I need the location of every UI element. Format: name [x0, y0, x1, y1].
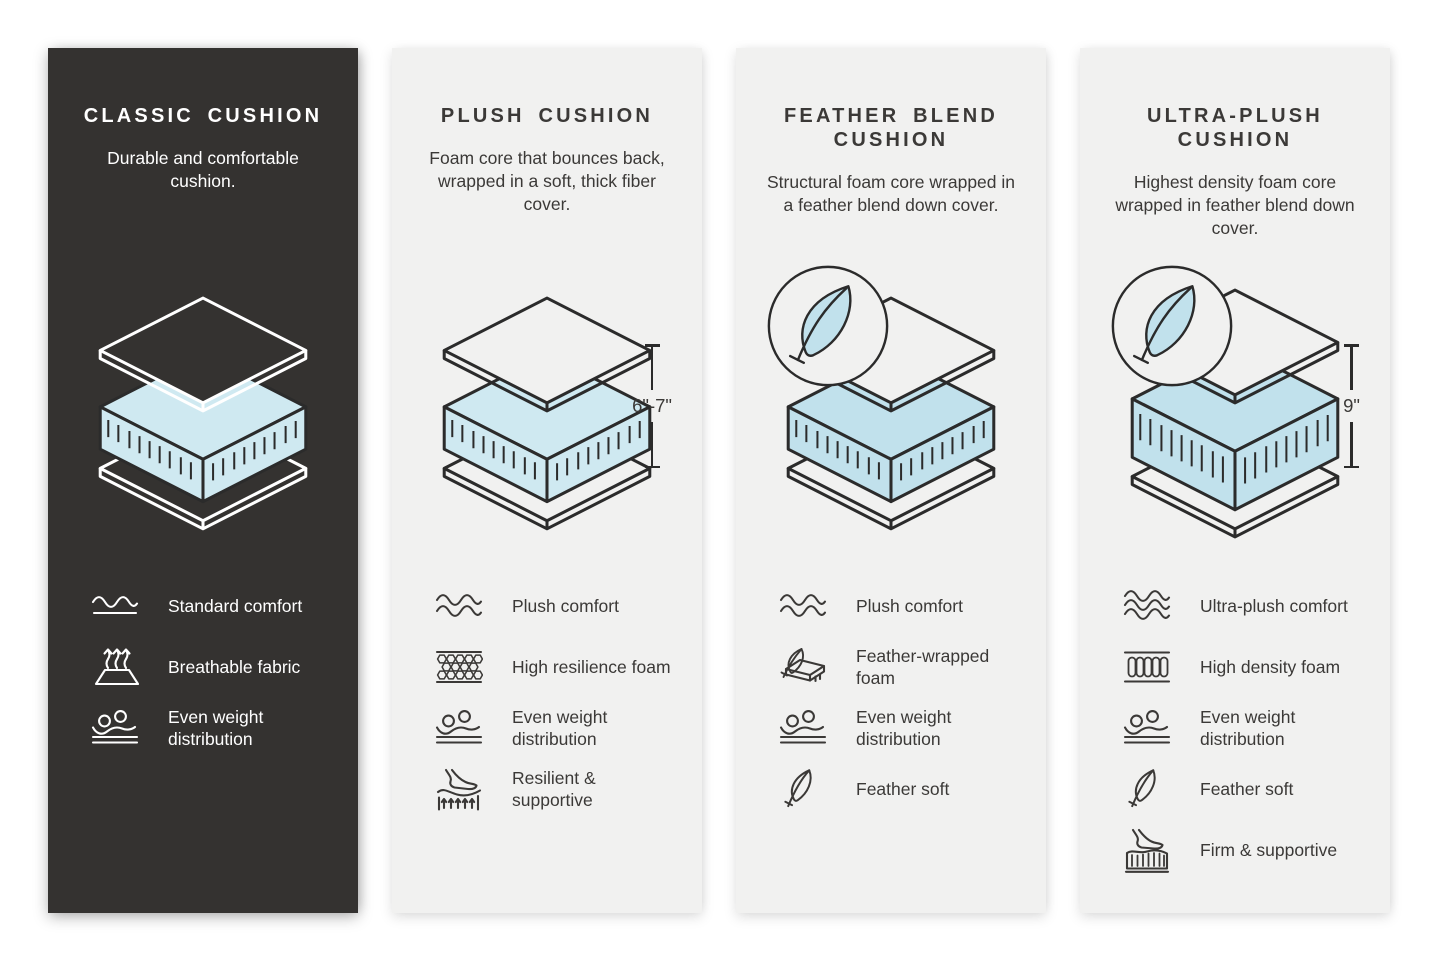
feature-row [1122, 582, 1366, 630]
measurement-label: 6"-7" [632, 395, 672, 416]
honeycomb-foam-icon [434, 649, 484, 685]
measurement-label: 9" [1343, 395, 1360, 416]
measurement-cap [645, 466, 660, 469]
feature-label: Plush comfort [512, 595, 619, 616]
measurement-line [1350, 347, 1353, 391]
feature-row [1122, 826, 1366, 874]
feature-label: Feather soft [856, 778, 950, 799]
feature-label: Ultra-plush comfort [1200, 595, 1348, 616]
panel-description: Structural foam core wrapped in a feather blend down cover. [766, 172, 1016, 215]
feature-list [760, 572, 1022, 813]
height-measurement [1343, 344, 1360, 468]
feature-row [778, 765, 1022, 813]
feature-label: Standard comfort [168, 595, 303, 616]
wave-double-icon [778, 592, 828, 620]
panel-title: PLUSH CUSHION [440, 105, 654, 127]
wave-double-icon [434, 592, 484, 620]
feature-row [778, 643, 1022, 691]
feather-wrapped-foam-icon [778, 646, 828, 688]
feature-label: Firm & supportive [1200, 839, 1338, 860]
feature-row [434, 765, 678, 813]
feather-icon [1122, 766, 1172, 812]
feature-row [778, 704, 1022, 752]
cushion-layers-diagram [760, 256, 1022, 572]
panel-title: CLASSIC CUSHION [83, 105, 323, 127]
panel-description: Highest density foam core wrapped in feather blend down cover. [1115, 172, 1355, 238]
panel-title: FEATHER BLEND CUSHION [783, 105, 998, 151]
panel-classic-cushion [48, 48, 358, 913]
resilient-supportive-icon [434, 767, 484, 811]
feature-row [1122, 643, 1366, 691]
high-density-foam-icon [1122, 649, 1172, 685]
panel-title: ULTRA-PLUSH CUSHION [1147, 105, 1323, 151]
feature-label: Even weight distribution [856, 706, 952, 749]
cushion-layers-diagram [416, 256, 678, 572]
feature-row [90, 704, 334, 752]
feature-label: Resilient & supportive [512, 767, 596, 810]
feature-row [90, 582, 334, 630]
cushion-layers-diagram [1104, 256, 1366, 572]
feature-row [434, 582, 678, 630]
feature-row [434, 643, 678, 691]
layered-cushion-illustration [72, 292, 334, 536]
panel-ultra-plush-cushion [1080, 48, 1390, 913]
cushion-layers-diagram [72, 256, 334, 572]
panel-header [760, 104, 1022, 256]
feature-list [72, 572, 334, 752]
feather-badge-icon [1109, 263, 1235, 389]
wave-single-icon [90, 594, 140, 618]
panel-description: Durable and comfortable cushion. [107, 148, 299, 191]
panel-header [1104, 104, 1366, 256]
feature-label: Feather-wrapped foam [856, 645, 990, 688]
feature-row [778, 582, 1022, 630]
feature-row [1122, 765, 1366, 813]
measurement-line [1350, 422, 1353, 466]
panel-description: Foam core that bounces back, wrapped in a soft, thick fiber cover. [429, 148, 665, 214]
feather-badge-icon [765, 263, 891, 389]
feature-label: Feather soft [1200, 778, 1294, 799]
feature-label: Plush comfort [856, 595, 963, 616]
panel-plush-cushion [392, 48, 702, 913]
panel-feather-blend-cushion [736, 48, 1046, 913]
even-weight-icon [1122, 710, 1172, 746]
even-weight-icon [90, 710, 140, 746]
feature-label: Even weight distribution [512, 706, 608, 749]
even-weight-icon [778, 710, 828, 746]
measurement-line [651, 347, 654, 391]
wave-triple-icon [1122, 589, 1172, 623]
measurement-line [651, 422, 654, 466]
feature-list [416, 572, 678, 813]
feature-label: Breathable fabric [168, 656, 301, 677]
feature-label: High resilience foam [512, 656, 671, 677]
height-measurement [632, 344, 672, 468]
feature-row [90, 643, 334, 691]
panel-header [72, 104, 334, 256]
firm-supportive-icon [1122, 826, 1172, 874]
feature-label: Even weight distribution [168, 706, 264, 749]
feature-list [1104, 572, 1366, 874]
feature-label: High density foam [1200, 656, 1341, 677]
feature-row [1122, 704, 1366, 752]
panel-header [416, 104, 678, 256]
even-weight-icon [434, 710, 484, 746]
measurement-cap [1344, 466, 1359, 469]
feather-icon [778, 766, 828, 812]
feature-label: Even weight distribution [1200, 706, 1296, 749]
breathable-fabric-icon [90, 647, 140, 687]
feature-row [434, 704, 678, 752]
